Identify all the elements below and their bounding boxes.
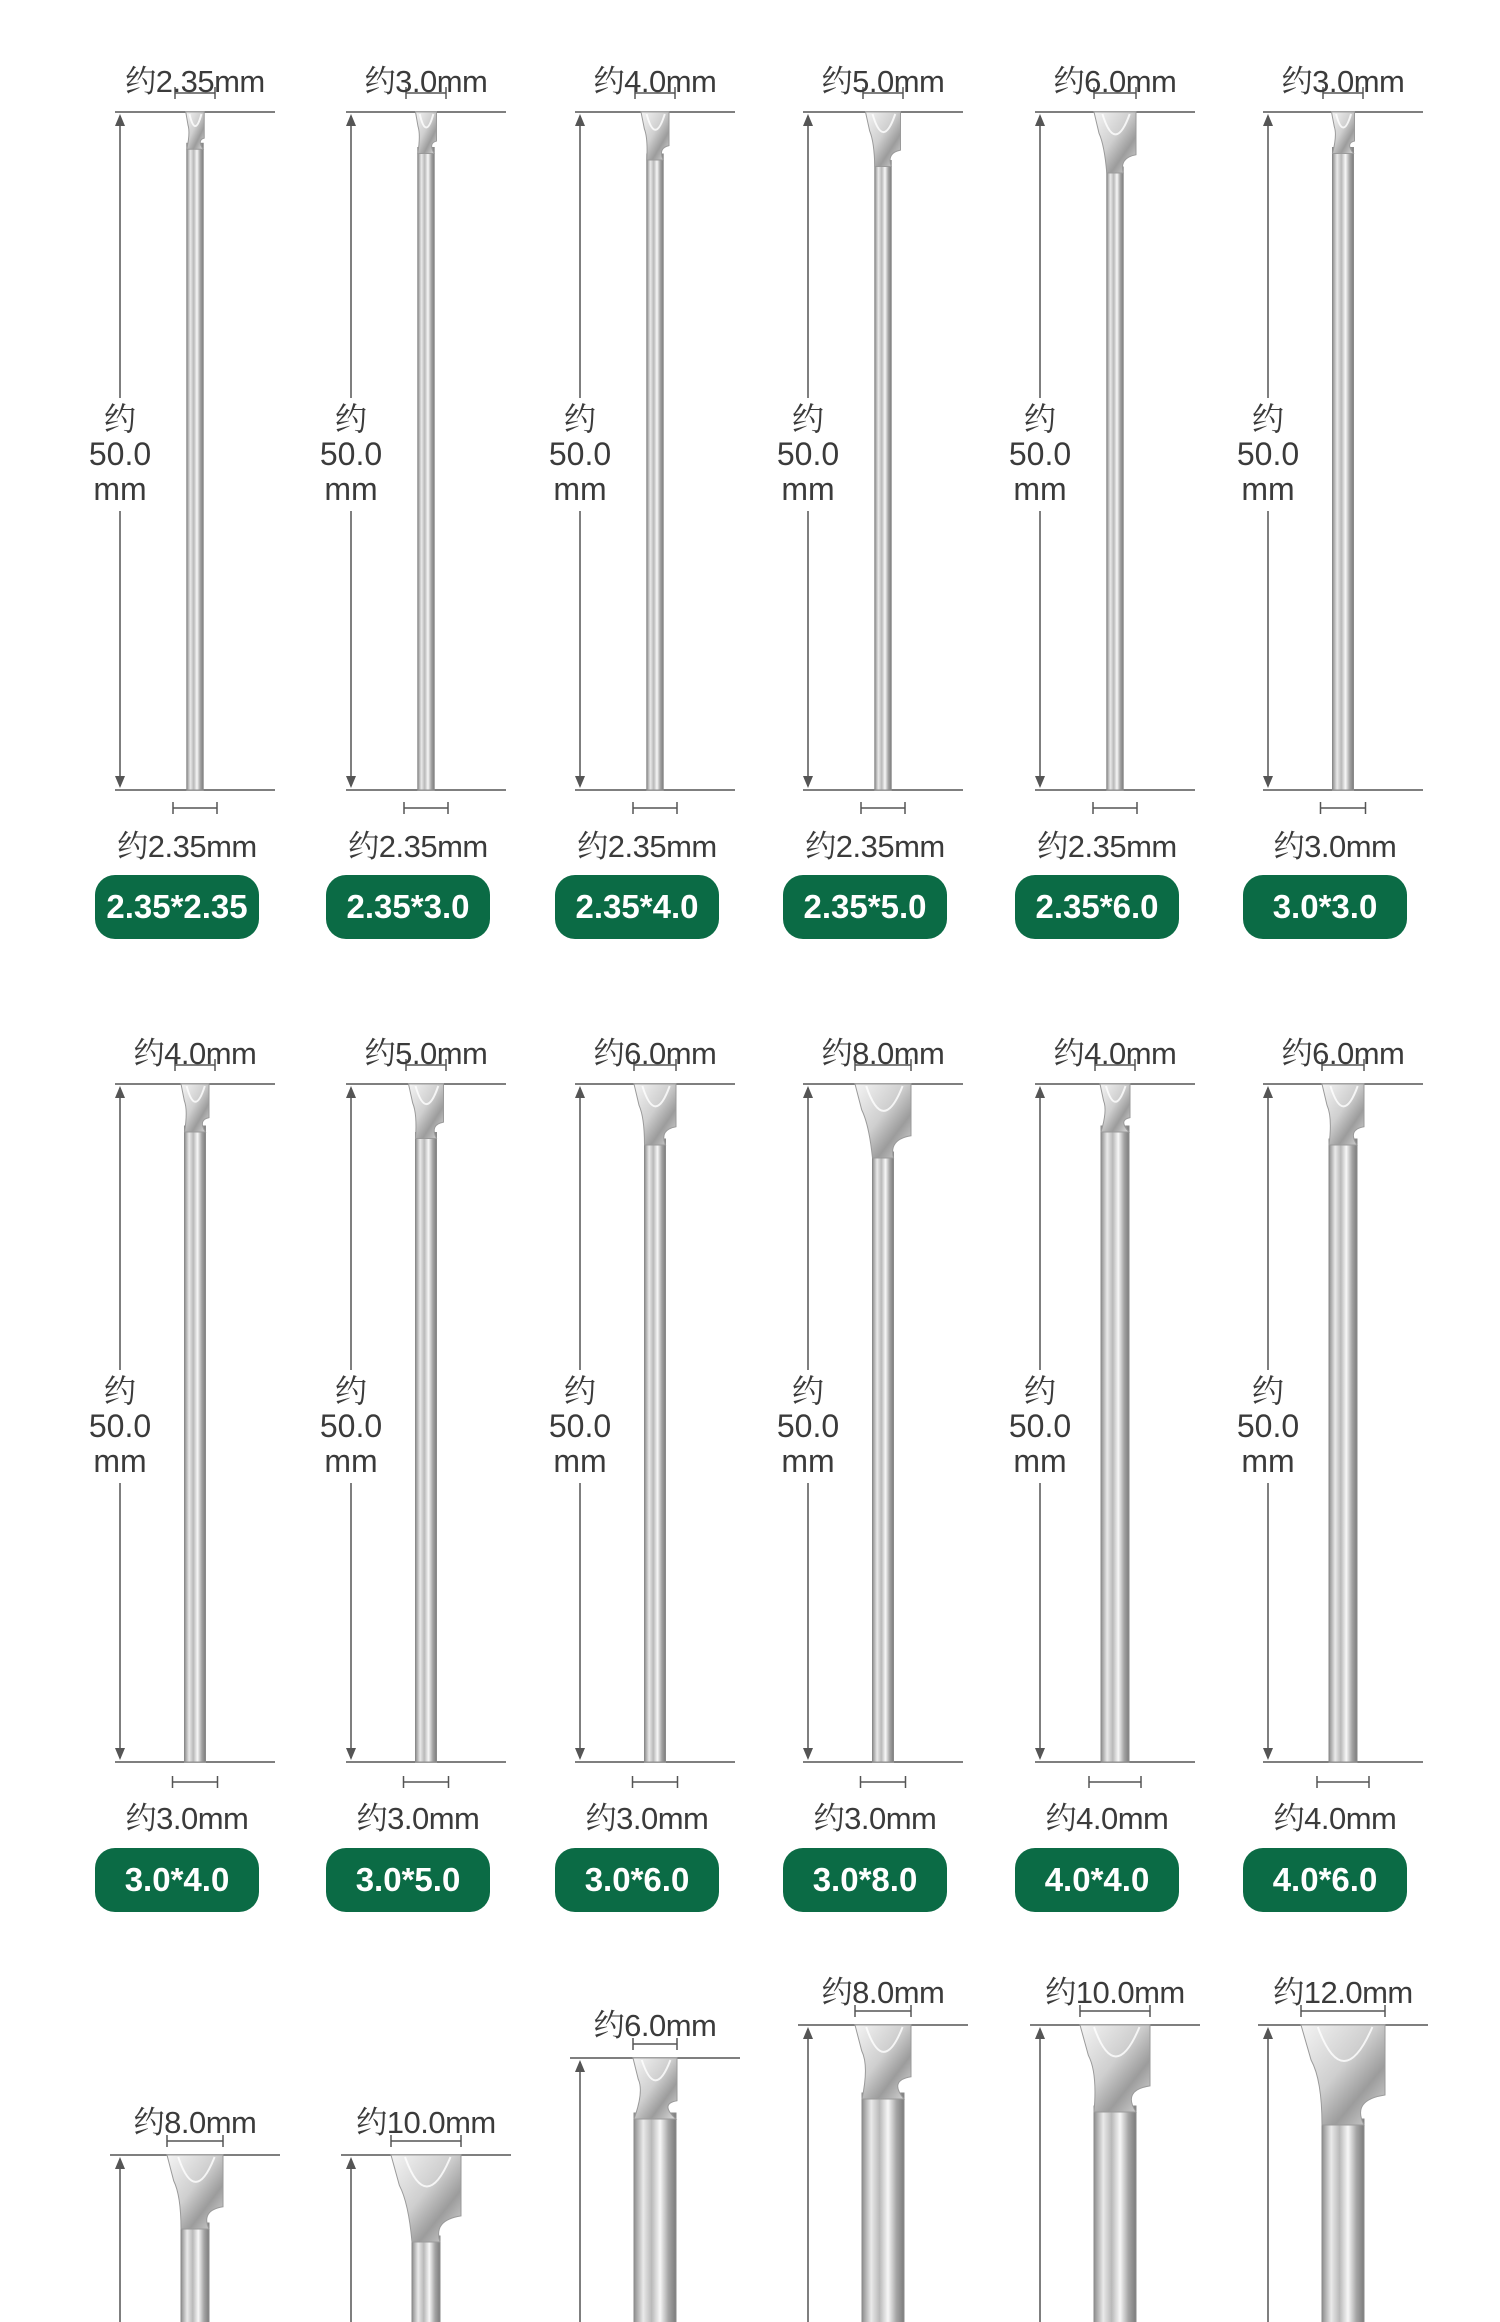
size-badge: 2.35*6.0 xyxy=(1015,875,1179,939)
length-label-line: mm xyxy=(93,1443,147,1479)
arrow-head xyxy=(575,1086,585,1098)
bit-shank xyxy=(181,2223,209,2322)
length-label-line: 约 xyxy=(791,1373,824,1409)
bit-item xyxy=(1258,2005,1428,2322)
arrow-head xyxy=(1035,2027,1045,2039)
tip-diameter-label: 约12.0mm xyxy=(1273,1975,1413,2010)
arrow-head xyxy=(1035,776,1045,788)
bit-item xyxy=(570,2038,740,2322)
length-label-line: mm xyxy=(781,471,835,507)
length-label-line: mm xyxy=(324,1443,378,1479)
bit-item xyxy=(341,2135,511,2322)
length-label-line: 50.0 xyxy=(1008,436,1072,472)
arrow-head xyxy=(346,1086,356,1098)
length-label xyxy=(1009,1370,1071,1483)
length-label-line: mm xyxy=(553,471,607,507)
bit-item xyxy=(1030,2005,1200,2322)
tip-diameter-label: 约4.0mm xyxy=(593,64,717,99)
length-label-line: mm xyxy=(781,1443,835,1479)
arrow-head xyxy=(1263,1748,1273,1760)
size-badge: 3.0*3.0 xyxy=(1243,875,1407,939)
bit-shank xyxy=(634,2113,676,2322)
bit-shank xyxy=(1322,2119,1364,2322)
length-label-line: 50.0 xyxy=(88,1408,152,1444)
bit-shank xyxy=(1333,148,1354,791)
bit-cutter-head xyxy=(1080,2025,1150,2112)
arrow-head xyxy=(346,2157,356,2169)
shank-diameter-label: 约4.0mm xyxy=(1045,1801,1169,1836)
length-label xyxy=(777,1370,839,1483)
length-label-line: mm xyxy=(1241,1443,1295,1479)
size-badge: 2.35*5.0 xyxy=(783,875,947,939)
length-label xyxy=(549,398,611,511)
length-label-line: 50.0 xyxy=(1236,1408,1300,1444)
tip-diameter-label: 约8.0mm xyxy=(821,1975,945,2010)
arrow-head xyxy=(1035,114,1045,126)
size-badge: 2.35*3.0 xyxy=(326,875,490,939)
tip-diameter-label: 约6.0mm xyxy=(1281,1036,1405,1071)
arrow-head xyxy=(346,114,356,126)
length-label-line: 50.0 xyxy=(776,1408,840,1444)
bit-item xyxy=(798,2005,968,2322)
shank-diameter-label: 约3.0mm xyxy=(1273,829,1397,864)
length-label-line: mm xyxy=(1013,471,1067,507)
length-label xyxy=(777,398,839,511)
size-badge: 3.0*4.0 xyxy=(95,1848,259,1912)
length-label xyxy=(1009,398,1071,511)
bit-cutter-head xyxy=(391,2155,461,2242)
length-label xyxy=(1237,1370,1299,1483)
length-label xyxy=(549,1370,611,1483)
arrow-head xyxy=(1035,1086,1045,1098)
arrow-head xyxy=(346,1748,356,1760)
arrow-head xyxy=(115,114,125,126)
bit-shank xyxy=(412,2236,440,2322)
bit-cutter-head xyxy=(1100,1084,1130,1132)
bit-cutter-head xyxy=(181,1084,209,1132)
bit-shank xyxy=(416,1133,437,1763)
length-label-line: 50.0 xyxy=(548,436,612,472)
shank-diameter-label: 约2.35mm xyxy=(117,829,257,864)
length-label-line: 50.0 xyxy=(548,1408,612,1444)
length-label-line: mm xyxy=(1241,471,1295,507)
arrow-head xyxy=(1263,776,1273,788)
length-label xyxy=(1237,398,1299,511)
length-label-line: 50.0 xyxy=(1008,1408,1072,1444)
arrow-head xyxy=(803,776,813,788)
tip-diameter-label: 约6.0mm xyxy=(593,2008,717,2043)
bit-shank xyxy=(862,2093,904,2322)
length-label-line: mm xyxy=(93,471,147,507)
tip-diameter-label: 约4.0mm xyxy=(133,1036,257,1071)
length-label xyxy=(320,1370,382,1483)
size-badge: 3.0*5.0 xyxy=(326,1848,490,1912)
arrow-head xyxy=(1263,114,1273,126)
bit-cutter-head xyxy=(409,1084,444,1139)
length-label-line: 约 xyxy=(791,401,824,437)
bit-cutter-head xyxy=(855,2025,911,2099)
length-label xyxy=(89,398,151,511)
bit-shank xyxy=(645,1139,666,1762)
length-label xyxy=(89,1370,151,1483)
bit-shank xyxy=(1094,2106,1136,2322)
length-label-line: 约 xyxy=(103,401,136,437)
tip-diameter-label: 约5.0mm xyxy=(821,64,945,99)
tip-diameter-label: 约10.0mm xyxy=(1045,1975,1185,2010)
arrow-head xyxy=(1263,2027,1273,2039)
arrow-head xyxy=(803,114,813,126)
arrow-head xyxy=(346,776,356,788)
bit-shank xyxy=(418,148,434,791)
arrow-head xyxy=(803,1748,813,1760)
size-badge: 3.0*8.0 xyxy=(783,1848,947,1912)
bit-shank xyxy=(187,143,203,790)
length-label-line: 50.0 xyxy=(1236,436,1300,472)
tip-diameter-label: 约6.0mm xyxy=(1053,64,1177,99)
length-label-line: 约 xyxy=(1023,1373,1056,1409)
bit-shank xyxy=(875,161,891,791)
bit-cutter-head xyxy=(855,1084,911,1158)
length-label-line: 约 xyxy=(1251,401,1284,437)
arrow-head xyxy=(575,1748,585,1760)
bit-shank xyxy=(647,154,663,790)
shank-diameter-label: 约4.0mm xyxy=(1273,1801,1397,1836)
shank-diameter-label: 约2.35mm xyxy=(577,829,717,864)
bit-shank xyxy=(185,1126,206,1762)
arrow-head xyxy=(115,2157,125,2169)
tip-diameter-label: 约3.0mm xyxy=(364,64,488,99)
length-label-line: 50.0 xyxy=(776,436,840,472)
size-badge: 3.0*6.0 xyxy=(555,1848,719,1912)
length-label-line: 50.0 xyxy=(88,436,152,472)
shank-diameter-label: 约3.0mm xyxy=(356,1801,480,1836)
size-badge: 4.0*6.0 xyxy=(1243,1848,1407,1912)
size-badge: 4.0*4.0 xyxy=(1015,1848,1179,1912)
arrow-head xyxy=(803,2027,813,2039)
arrow-head xyxy=(1263,1086,1273,1098)
shank-diameter-label: 约2.35mm xyxy=(348,829,488,864)
length-label-line: mm xyxy=(553,1443,607,1479)
bit-item xyxy=(110,2135,280,2322)
shank-diameter-label: 约3.0mm xyxy=(813,1801,937,1836)
length-label-line: mm xyxy=(324,471,378,507)
bit-cutter-head xyxy=(1301,2025,1385,2125)
tip-diameter-label: 约3.0mm xyxy=(1281,64,1405,99)
tip-diameter-label: 约4.0mm xyxy=(1053,1036,1177,1071)
bit-cutter-head xyxy=(866,112,901,167)
arrow-head xyxy=(803,1086,813,1098)
bit-shank xyxy=(1329,1139,1357,1762)
size-badge: 2.35*2.35 xyxy=(95,875,259,939)
arrow-head xyxy=(1035,1748,1045,1760)
shank-diameter-label: 约2.35mm xyxy=(1037,829,1177,864)
arrow-head xyxy=(575,114,585,126)
bit-cutter-head xyxy=(633,2058,677,2119)
bit-shank xyxy=(1101,1126,1129,1762)
length-label-line: 约 xyxy=(334,401,367,437)
tip-diameter-label: 约8.0mm xyxy=(133,2105,257,2140)
length-label-line: 50.0 xyxy=(319,436,383,472)
arrow-head xyxy=(115,1086,125,1098)
tip-diameter-label: 约10.0mm xyxy=(356,2105,496,2140)
tip-diameter-label: 约2.35mm xyxy=(125,64,265,99)
length-label-line: 约 xyxy=(1251,1373,1284,1409)
bit-shank xyxy=(1107,167,1123,790)
length-label-line: 约 xyxy=(563,401,596,437)
length-label-line: 约 xyxy=(334,1373,367,1409)
bit-cutter-head xyxy=(1322,1084,1364,1145)
size-badge: 2.35*4.0 xyxy=(555,875,719,939)
length-label-line: 50.0 xyxy=(319,1408,383,1444)
length-label-line: 约 xyxy=(563,1373,596,1409)
arrow-head xyxy=(115,776,125,788)
tip-diameter-label: 约6.0mm xyxy=(593,1036,717,1071)
bit-cutter-head xyxy=(641,112,669,160)
length-label xyxy=(320,398,382,511)
arrow-head xyxy=(575,2060,585,2072)
bit-cutter-head xyxy=(167,2155,223,2229)
bit-cutter-head xyxy=(634,1084,676,1145)
bit-cutter-head xyxy=(1094,112,1136,173)
tip-diameter-label: 约5.0mm xyxy=(364,1036,488,1071)
shank-diameter-label: 约3.0mm xyxy=(585,1801,709,1836)
length-label-line: 约 xyxy=(103,1373,136,1409)
arrow-head xyxy=(575,776,585,788)
tip-diameter-label: 约8.0mm xyxy=(821,1036,945,1071)
bit-shank xyxy=(873,1152,894,1762)
arrow-head xyxy=(115,1748,125,1760)
length-label-line: 约 xyxy=(1023,401,1056,437)
shank-diameter-label: 约3.0mm xyxy=(125,1801,249,1836)
shank-diameter-label: 约2.35mm xyxy=(805,829,945,864)
length-label-line: mm xyxy=(1013,1443,1067,1479)
